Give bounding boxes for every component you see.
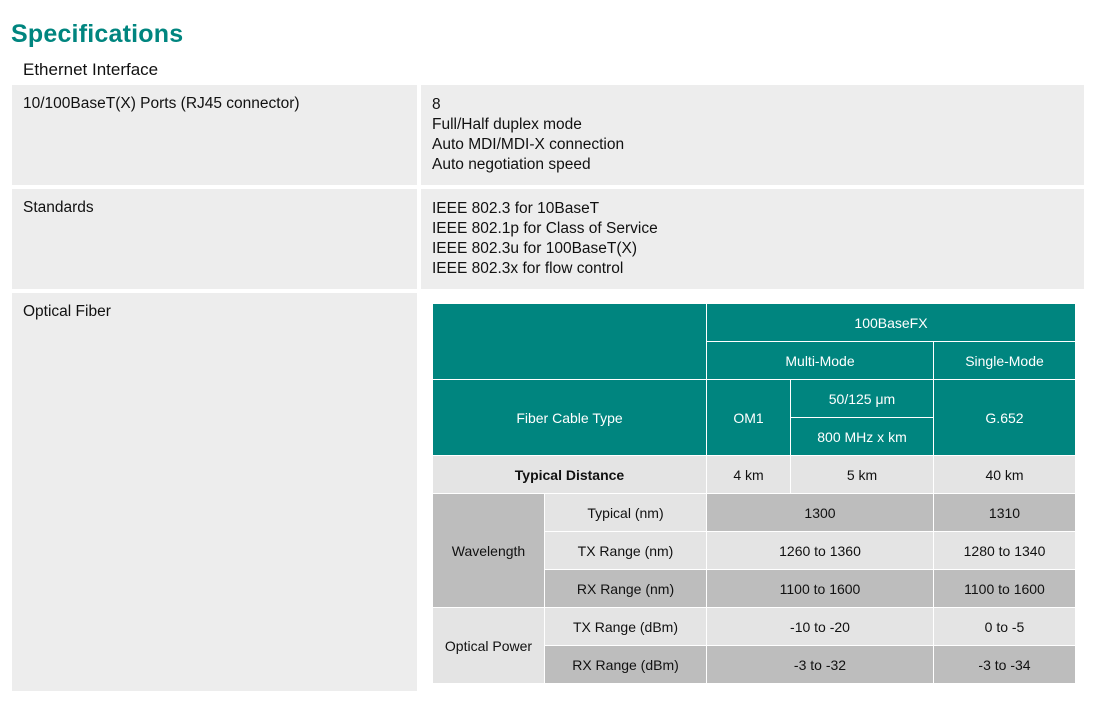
page-title: Specifications [11, 20, 184, 48]
power-multi-value: -3 to -32 [707, 646, 934, 684]
spec-value-line: IEEE 802.1p for Class of Service [432, 220, 658, 237]
optical-fiber-table [432, 303, 1076, 684]
power-single-value: -3 to -34 [934, 646, 1076, 684]
spec-value-line: IEEE 802.3u for 100BaseT(X) [432, 240, 638, 257]
distance-single: 40 km [934, 456, 1076, 494]
spec-value-line: 8 [432, 96, 441, 113]
spec-value-line: Full/Half duplex mode [432, 116, 582, 133]
cable-core: 50/125 μm [791, 380, 934, 418]
spec-value [421, 189, 1084, 289]
wavelength-multi-value: 1260 to 1360 [707, 532, 934, 570]
spec-value-line: IEEE 802.3 for 10BaseT [432, 200, 600, 217]
wavelength-row-label: TX Range (nm) [545, 532, 707, 570]
spec-label: 10/100BaseT(X) Ports (RJ45 connector) [12, 85, 417, 185]
cable-om1: OM1 [707, 380, 791, 456]
power-single-value: 0 to -5 [934, 608, 1076, 646]
wavelength-multi-value: 1100 to 1600 [707, 570, 934, 608]
cable-type-label: Fiber Cable Type [433, 380, 707, 456]
power-row-label: RX Range (dBm) [545, 646, 707, 684]
power-row-label: TX Range (dBm) [545, 608, 707, 646]
spec-value-line: IEEE 802.3x for flow control [432, 260, 624, 277]
distance-label: Typical Distance [433, 456, 707, 494]
section-title: Ethernet Interface [23, 60, 159, 79]
distance-multi: 5 km [791, 456, 934, 494]
header-standard: 100BaseFX [707, 304, 1076, 342]
wavelength-single-value: 1100 to 1600 [934, 570, 1076, 608]
spec-row-optical-fiber [12, 293, 1084, 691]
wavelength-multi-value: 1300 [707, 494, 934, 532]
table-corner-cell [433, 304, 707, 380]
spec-value-line: Auto negotiation speed [432, 156, 591, 173]
distance-om1: 4 km [707, 456, 791, 494]
power-multi-value: -10 to -20 [707, 608, 934, 646]
spec-value-line: Auto MDI/MDI-X connection [432, 136, 625, 153]
cable-bandwidth: 800 MHz x km [791, 418, 934, 456]
wavelength-single-value: 1310 [934, 494, 1076, 532]
wavelength-single-value: 1280 to 1340 [934, 532, 1076, 570]
optical-power-label: Optical Power [433, 608, 545, 684]
spec-row-ports [12, 85, 1084, 185]
spec-label: Optical Fiber [12, 293, 417, 691]
wavelength-label: Wavelength [433, 494, 545, 608]
cable-g652: G.652 [934, 380, 1076, 456]
header-single-mode: Single-Mode [934, 342, 1076, 380]
spec-row-standards [12, 189, 1084, 289]
wavelength-row-label: Typical (nm) [545, 494, 707, 532]
spec-label: Standards [12, 189, 417, 289]
wavelength-row-label: RX Range (nm) [545, 570, 707, 608]
header-multi-mode: Multi-Mode [707, 342, 934, 380]
spec-value [421, 85, 1084, 185]
